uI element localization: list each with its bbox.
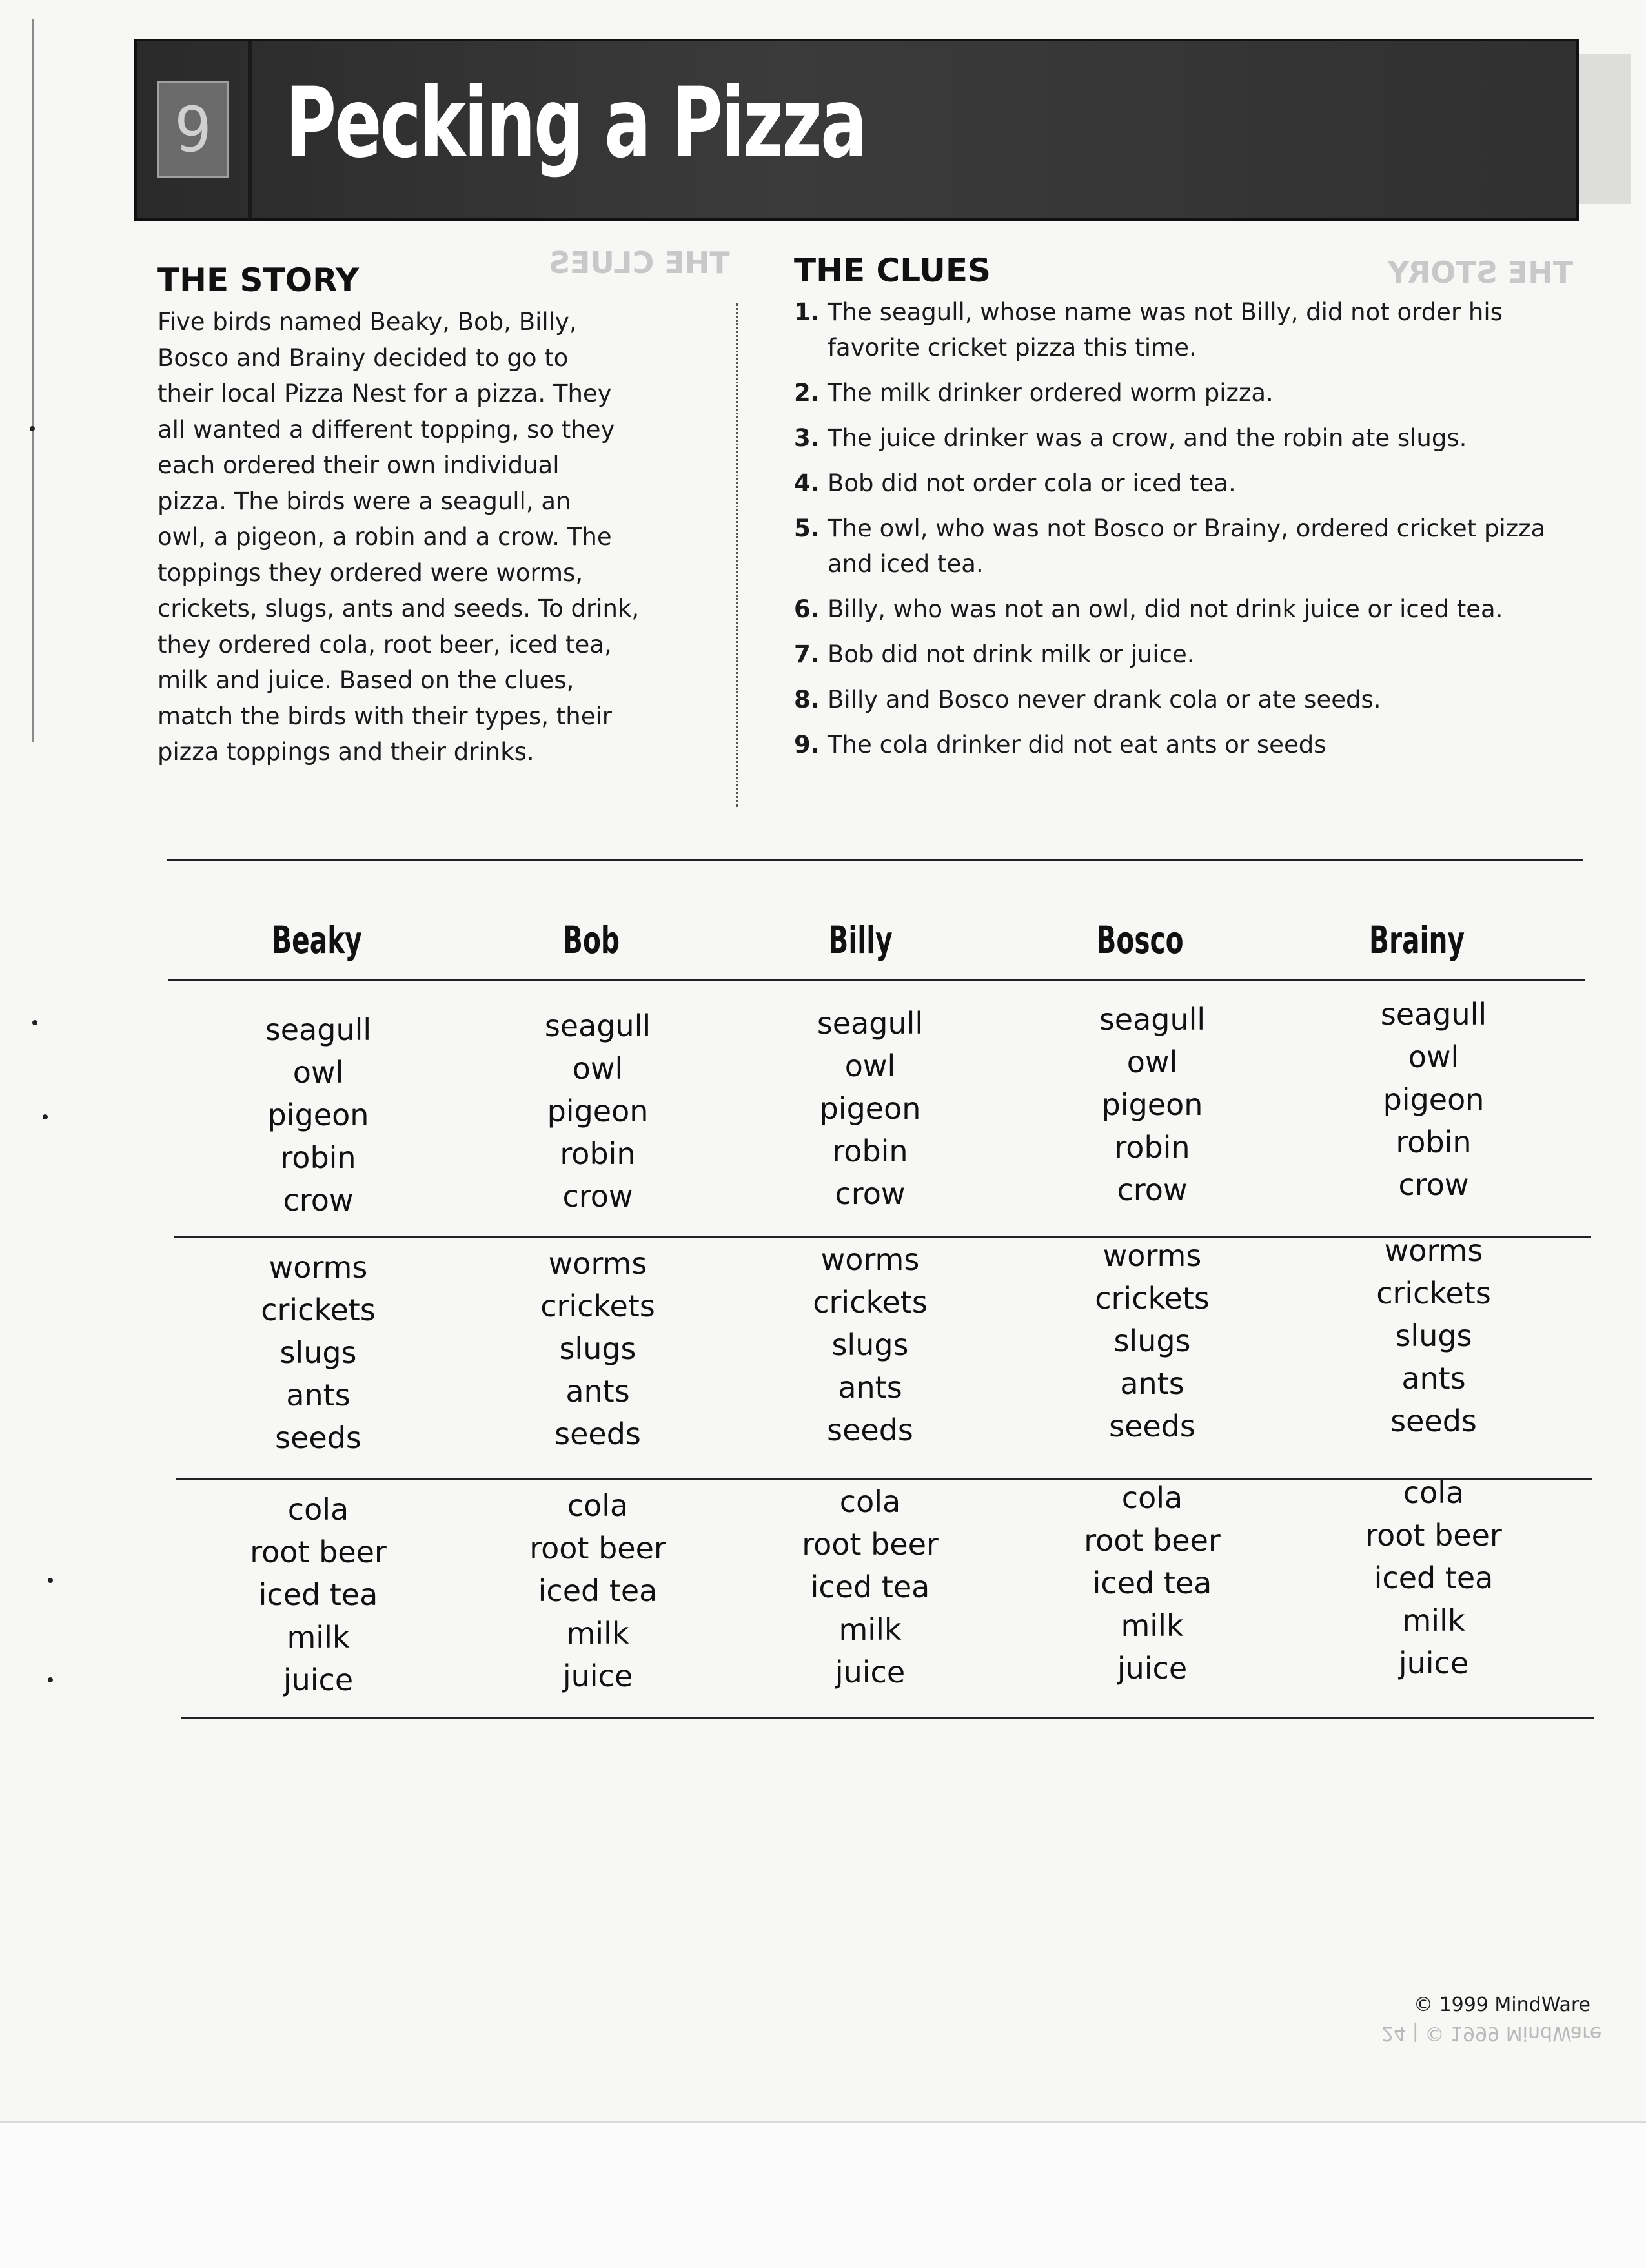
option[interactable]: cola <box>1403 1475 1465 1510</box>
column-header-beaky: Beaky <box>272 918 362 962</box>
grid-top-rule <box>167 859 1583 861</box>
option[interactable]: seeds <box>1390 1404 1477 1438</box>
clue-number: 3. <box>794 424 820 452</box>
story-line: pizza toppings and their drinks. <box>157 738 534 766</box>
option[interactable]: seeds <box>1109 1409 1195 1444</box>
clue-item <box>794 727 1594 762</box>
option[interactable]: crow <box>1398 1167 1469 1202</box>
clue-item <box>794 682 1594 717</box>
option[interactable]: robin <box>280 1140 356 1175</box>
option[interactable]: seeds <box>275 1420 361 1455</box>
drink-options <box>1055 1476 1249 1690</box>
option[interactable]: root beer <box>1365 1518 1502 1553</box>
option[interactable]: robin <box>1114 1130 1190 1165</box>
option[interactable]: milk <box>566 1616 629 1651</box>
option[interactable]: owl <box>1126 1045 1178 1079</box>
option[interactable]: crickets <box>1376 1276 1491 1311</box>
column-header-bosco: Bosco <box>1096 918 1184 962</box>
clue-text: Billy, who was not an owl, did not drink juice or iced tea. <box>828 595 1503 623</box>
option[interactable]: crickets <box>1095 1281 1210 1316</box>
story-body <box>157 304 726 770</box>
option[interactable]: owl <box>1408 1039 1459 1074</box>
option[interactable]: milk <box>1402 1603 1465 1638</box>
hole-punch-mark <box>43 1114 48 1119</box>
option[interactable]: robin <box>560 1136 636 1171</box>
option[interactable]: ants <box>565 1374 630 1409</box>
bleed-through-banner <box>1579 54 1631 204</box>
clue-list <box>794 294 1594 762</box>
option[interactable]: slugs <box>1113 1323 1191 1358</box>
option[interactable]: iced tea <box>258 1577 378 1612</box>
option[interactable]: crickets <box>261 1292 376 1327</box>
clue-number: 8. <box>794 686 820 713</box>
option[interactable]: juice <box>1398 1646 1469 1681</box>
clue-item <box>794 465 1594 501</box>
clue-item <box>794 637 1594 672</box>
grid-bottom-rule <box>181 1717 1594 1719</box>
bird-type-options <box>773 1002 967 1215</box>
page-bottom-edge <box>0 2121 1646 2268</box>
option[interactable]: worms <box>269 1250 368 1285</box>
drink-options <box>773 1480 967 1693</box>
story-line: Bosco and Brainy decided to go to <box>157 343 569 372</box>
hole-punch-mark <box>48 1578 53 1583</box>
topping-options <box>773 1238 967 1451</box>
option[interactable]: root beer <box>1084 1523 1221 1558</box>
story-line: all wanted a different topping, so they <box>157 415 615 444</box>
option[interactable]: owl <box>844 1048 896 1083</box>
story-line: they ordered cola, root beer, iced tea, <box>157 630 612 659</box>
clue-number: 7. <box>794 640 820 668</box>
option[interactable]: seeds <box>554 1416 641 1451</box>
story-line: owl, a pigeon, a robin and a crow. The <box>157 523 612 551</box>
option[interactable]: crow <box>283 1183 354 1218</box>
clue-number: 2. <box>794 379 820 407</box>
option[interactable]: slugs <box>1395 1318 1472 1353</box>
option[interactable]: milk <box>838 1612 902 1647</box>
option[interactable]: cola <box>287 1492 349 1527</box>
story-line: milk and juice. Based on the clues, <box>157 666 574 694</box>
drink-options <box>501 1484 695 1697</box>
option[interactable]: milk <box>1121 1608 1184 1643</box>
answer-grid <box>167 859 1587 1724</box>
topping-options <box>1055 1234 1249 1447</box>
option[interactable]: seagull <box>1380 997 1487 1032</box>
option[interactable]: iced tea <box>538 1573 658 1608</box>
hole-punch-mark <box>30 426 35 431</box>
option[interactable]: worms <box>1102 1238 1202 1273</box>
option[interactable]: root beer <box>250 1535 387 1569</box>
bleed-through-heading: THE STORY <box>1388 255 1574 290</box>
bird-type-options <box>1337 993 1530 1206</box>
clue-item <box>794 294 1594 365</box>
option[interactable]: cola <box>567 1488 629 1523</box>
option[interactable]: seeds <box>827 1413 913 1447</box>
clue-text: The milk drinker ordered worm pizza. <box>828 379 1274 407</box>
option[interactable]: pigeon <box>1101 1087 1203 1122</box>
clue-text: The juice drinker was a crow, and the robin ate slugs. <box>828 424 1467 452</box>
option[interactable]: ants <box>286 1378 351 1413</box>
clue-number: 6. <box>794 595 820 623</box>
option[interactable]: robin <box>832 1134 908 1169</box>
clue-number: 5. <box>794 515 820 542</box>
option[interactable]: owl <box>292 1055 344 1090</box>
hole-punch-mark <box>32 1020 37 1025</box>
option[interactable]: robin <box>1396 1125 1472 1160</box>
clue-text: Bob did not order cola or iced tea. <box>828 469 1236 497</box>
copyright-notice: © 1999 MindWare <box>1414 1994 1590 2016</box>
page-title: Pecking a Pizza <box>285 67 866 179</box>
option[interactable]: root beer <box>802 1527 939 1562</box>
column-divider <box>736 303 738 807</box>
option[interactable]: slugs <box>279 1335 357 1370</box>
clues-heading: THE CLUES <box>794 252 991 289</box>
option[interactable]: seagull <box>1099 1002 1206 1037</box>
clue-number: 4. <box>794 469 820 497</box>
clue-item <box>794 420 1594 456</box>
story-line: Five birds named Beaky, Bob, Billy, <box>157 308 577 336</box>
topping-options <box>1337 1229 1530 1442</box>
clue-item <box>794 375 1594 411</box>
clue-item <box>794 591 1594 627</box>
clues-section <box>794 252 1594 772</box>
option[interactable]: juice <box>1117 1651 1188 1686</box>
column-header-billy: Billy <box>828 918 893 962</box>
story-line: their local Pizza Nest for a pizza. They <box>157 380 612 407</box>
option[interactable]: seagull <box>817 1006 924 1041</box>
grid-header-rule <box>168 979 1585 981</box>
story-line: each ordered their own individual <box>157 451 560 479</box>
option[interactable]: milk <box>287 1620 350 1655</box>
option[interactable]: juice <box>283 1662 354 1697</box>
option[interactable]: crickets <box>813 1285 928 1320</box>
story-line: toppings they ordered were worms, <box>157 558 584 587</box>
topping-options <box>221 1246 415 1459</box>
column-header-bob: Bob <box>562 918 620 962</box>
option[interactable]: pigeon <box>1383 1082 1485 1117</box>
option[interactable]: seagull <box>544 1008 651 1043</box>
hole-punch-mark <box>48 1677 53 1682</box>
option[interactable]: juice <box>562 1659 633 1693</box>
option[interactable]: slugs <box>559 1331 636 1366</box>
clue-text: The owl, who was not Bosco or Brainy, ordered cricket pizza and iced tea. <box>828 515 1546 578</box>
title-banner <box>134 39 1579 221</box>
option[interactable]: crow <box>562 1179 633 1214</box>
column-header-brainy: Brainy <box>1368 918 1465 962</box>
option[interactable]: cola <box>1121 1480 1183 1515</box>
clue-item <box>794 511 1594 582</box>
drink-options <box>221 1488 415 1701</box>
drink-options <box>1337 1471 1530 1684</box>
option[interactable]: root beer <box>529 1531 666 1566</box>
story-heading: THE STORY <box>157 261 360 299</box>
banner-divider <box>248 41 252 218</box>
option[interactable]: pigeon <box>547 1094 649 1129</box>
option[interactable]: worms <box>548 1246 647 1281</box>
bird-type-options <box>501 1005 695 1218</box>
option[interactable]: worms <box>1384 1233 1483 1268</box>
option[interactable]: pigeon <box>819 1091 921 1126</box>
option[interactable]: slugs <box>831 1327 909 1362</box>
option[interactable]: ants <box>1120 1366 1184 1401</box>
option[interactable]: ants <box>838 1370 902 1405</box>
topping-options <box>501 1242 695 1455</box>
option[interactable]: owl <box>572 1051 624 1086</box>
story-section <box>157 261 726 770</box>
option[interactable]: cola <box>839 1484 901 1519</box>
clue-number: 1. <box>794 298 820 326</box>
option[interactable]: juice <box>835 1655 906 1690</box>
option[interactable]: pigeon <box>267 1098 369 1132</box>
activity-number-badge: 9 <box>157 81 229 178</box>
option[interactable]: crickets <box>540 1289 655 1323</box>
clue-text: The seagull, whose name was not Billy, did not order his favorite cricket pizza this time. <box>828 298 1503 362</box>
story-line: match the birds with their types, their <box>157 702 613 730</box>
clue-number: 9. <box>794 731 820 759</box>
bleed-through-heading: THE CLUES <box>549 245 730 280</box>
option[interactable]: iced tea <box>1092 1566 1212 1600</box>
option[interactable]: crow <box>835 1176 906 1211</box>
clue-text: Bob did not drink milk or juice. <box>828 640 1195 668</box>
binding-line <box>32 19 34 742</box>
option[interactable]: seagull <box>265 1012 372 1047</box>
clue-text: Billy and Bosco never drank cola or ate seeds. <box>828 686 1381 713</box>
bleed-through-copyright: 24 | © 1999 MindWare <box>1381 2022 1602 2045</box>
story-line: pizza. The birds were a seagull, an <box>157 487 571 515</box>
option[interactable]: iced tea <box>1374 1560 1494 1595</box>
option[interactable]: crow <box>1117 1172 1188 1207</box>
bird-type-options <box>221 1008 415 1221</box>
option[interactable]: worms <box>820 1242 920 1277</box>
option[interactable]: ants <box>1401 1361 1466 1396</box>
clue-text: The cola drinker did not eat ants or seeds <box>828 731 1326 759</box>
story-line: crickets, slugs, ants and seeds. To drink, <box>157 595 640 622</box>
bird-type-options <box>1055 998 1249 1211</box>
option[interactable]: iced tea <box>810 1569 930 1604</box>
